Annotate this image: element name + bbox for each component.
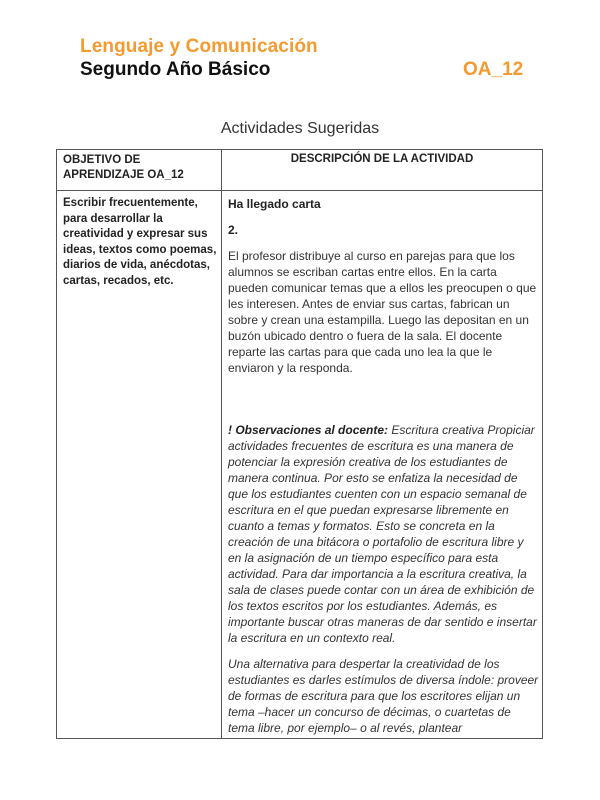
objective-code: OA_12	[463, 59, 524, 80]
section-heading: Actividades Sugeridas	[220, 120, 380, 137]
objective-text: Escribir frecuentemente, para desarrollar la creatividad y expresar sus ideas, textos como poemas, diarios de vida, anécdotas, cartas, recados, etc.	[63, 197, 217, 287]
observations-label: ! Observaciones al docente:	[228, 423, 389, 437]
objective-column-header: OBJETIVO DE APRENDIZAJE OA_12	[63, 154, 184, 181]
activity-title: Ha llegado carta	[228, 197, 321, 211]
column-divider	[221, 150, 222, 738]
header-row-divider	[57, 190, 542, 191]
activity-description: El profesor distribuye al curso en parejas para que los alumnos se escriban cartas entre ellos. En la carta pueden comunicar temas que a ellos les preocupen o que les interesen. Antes de enviar sus cartas, fabrican un sobre y crean una estampilla. Luego las depositan en un buzón ubicado dentro o fuera de la sala. El docente reparte las cartas para que cada uno lea la que le enviaron y la responda.	[228, 249, 537, 375]
activity-table	[56, 149, 543, 739]
activity-number: 2.	[228, 223, 239, 237]
teacher-observations	[228, 422, 540, 646]
observations-text: Escritura creativa Propiciar actividades frecuentes de escritura es una manera de potenciar la expresión creativa de los estudiantes de manera continua. Por esto se enfatiza la necesidad de que los estudiantes cuenten con un espacio semanal de escritura en el que puedan expresarse libremente en cuanto a temas y formatos. Esto se concreta en la creación de una bitácora o portafolio de escritura libre y en la asignación de un tiempo específico para esta actividad. Para dar importancia a la escritura creativa, la sala de clases puede contar con un área de exhibición de los textos escritos por los estudiantes. Además, es importante buscar otras maneras de dar sentido e insertar la escritura en un contexto real.	[228, 423, 537, 645]
grade-title: Segundo Año Básico	[80, 59, 271, 80]
description-column-header: DESCRIPCIÓN DE LA ACTIVIDAD	[290, 153, 474, 165]
alternative-paragraph: Una alternativa para despertar la creatividad de los estudiantes es darles estímulos de diversa índole: proveer de formas de escritura para que los escritores elijan un tema –hacer un concurso de décimas, o cuartetas de tema libre, por ejemplo– o al revés, plantear	[228, 657, 539, 735]
activity-description-cell	[228, 196, 540, 736]
subject-title: Lenguaje y Comunicación	[80, 36, 318, 57]
